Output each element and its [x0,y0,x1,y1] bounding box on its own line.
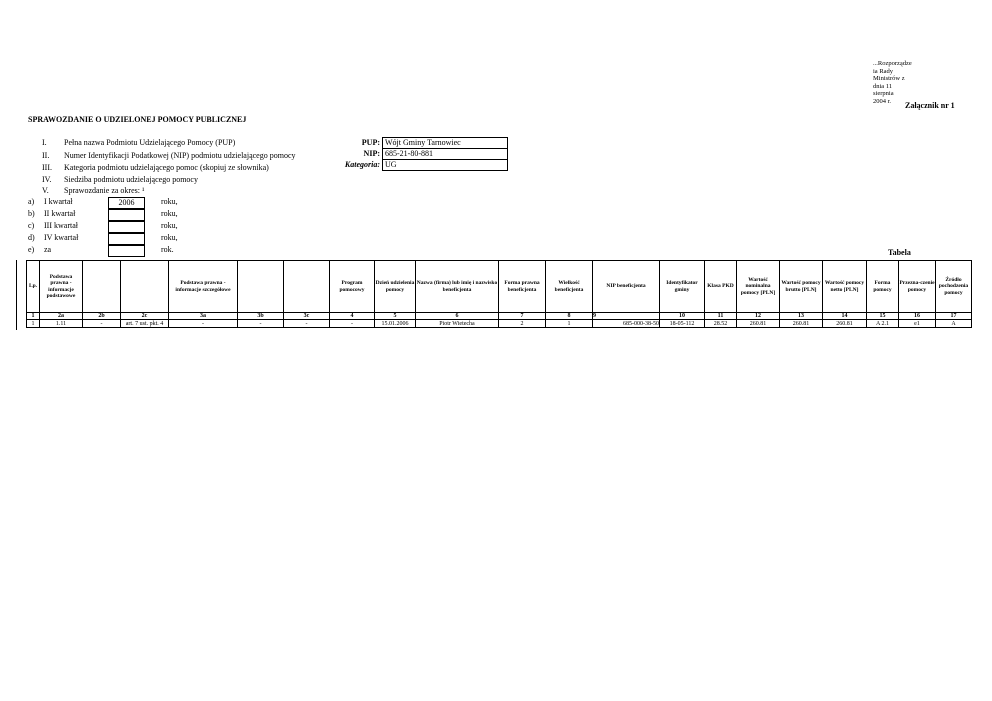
period-letter: a) [28,197,35,206]
table-left-border [16,260,19,330]
col-header: Forma pomocy [867,261,899,313]
col-header [83,261,121,313]
col-header: Wartość nominalna pomocy [PLN] [737,261,780,313]
section-number: III. [42,163,52,172]
period-year-field[interactable]: 2006 [108,197,145,209]
col-header: Lp. [27,261,40,313]
col-number: 3c [284,313,330,320]
period-name: III kwartał [44,221,78,230]
section-text: Numer Identyfikacji Podatkowej (NIP) podmiotu udzielającego pomocy [64,151,296,160]
category-key: Kategoria: [344,160,380,169]
nip-field[interactable]: 685-21-80-881 [383,149,508,160]
col-header: Forma prawna beneficjenta [499,261,546,313]
col-header: Podstawa prawna - informacje podstawowe [40,261,83,313]
section-i [42,138,235,147]
section-number: II. [42,151,50,160]
col-header: Nazwa (firma) lub imię i nazwisko beneficjenta [416,261,499,313]
col-number: 4 [330,313,375,320]
period-year-field[interactable] [108,233,145,245]
section-number: I. [42,138,47,147]
cell-nominal[interactable]: 260.81 [737,320,780,328]
regulation-note-line: dnia 11 [873,82,893,90]
col-number: 7 [499,313,546,320]
cell-aid-form[interactable]: A 2.1 [867,320,899,328]
col-header: Wartość pomocy brutto [PLN] [780,261,823,313]
period-unit: roku, [161,197,178,206]
section-text: Siedziba podmiotu udzielającego pomocy [64,175,198,184]
cell-date[interactable]: 15.01.2006 [375,320,416,328]
col-number: 8 [546,313,593,320]
col-header: Program pomocowy [330,261,375,313]
pup-name-field[interactable]: Wójt Gminy Tarnowiec [383,138,508,149]
section-ii [42,151,296,160]
section-text: Kategoria podmiotu udzielającego pomoc (skopiuj ze słownika) [64,163,269,172]
pup-row [340,138,508,149]
period-name: IV kwartał [44,233,79,242]
col-header: Identyfikator gminy [660,261,705,313]
col-header: Wielkość beneficjenta [546,261,593,313]
cell-legal-form[interactable]: 2 [499,320,546,328]
column-number-row [27,313,972,320]
period-year-field[interactable] [108,221,145,233]
regulation-note-line: sierpnia [873,90,894,97]
period-year-field[interactable] [108,245,145,257]
col-number: 2c [121,313,169,320]
cell-3b[interactable]: - [238,320,284,328]
regulation-note-line: Ministrów z [873,75,905,82]
col-number: 14 [823,313,867,320]
col-header [284,261,330,313]
section-v [42,186,144,195]
period-name: za [44,245,52,254]
col-header: Dzień udzielenia pomocy [375,261,416,313]
col-header: Wartość pomocy netto [PLN] [823,261,867,313]
cell-pkd[interactable]: 28.52 [705,320,737,328]
col-number: 13 [780,313,823,320]
col-number: 16 [899,313,936,320]
cell-2c[interactable]: art. 7 ust. pkt. 4 [121,320,169,328]
cell-gross[interactable]: 260.81 [780,320,823,328]
pup-key: PUP: [361,138,380,147]
aid-table [26,260,972,328]
col-number: 2a [40,313,83,320]
col-number: 15 [867,313,899,320]
section-iv [42,175,198,184]
cell-3c[interactable]: - [284,320,330,328]
cell-commune-id[interactable]: 18-05-112 [660,320,705,328]
table-header-row [27,261,972,313]
col-number: 1 [27,313,40,320]
cell-size[interactable]: 1 [546,320,593,328]
col-header: NIP beneficjenta [593,261,660,313]
cell-program[interactable]: - [330,320,375,328]
period-unit: roku, [161,233,178,242]
period-name: I kwartał [44,197,73,206]
nip-row [340,149,508,160]
period-unit: roku, [161,221,178,230]
cell-2a[interactable]: 1.11 [40,320,83,328]
regulation-note [873,60,923,105]
cell-2b[interactable]: - [83,320,121,328]
col-number: 3a [169,313,238,320]
period-year-field[interactable] [108,209,145,221]
cell-nip[interactable]: 685-000-38-50 [593,320,660,328]
col-number: 2b [83,313,121,320]
section-text: Pełna nazwa Podmiotu Udzielającego Pomocy (PUP) [64,138,236,147]
report-title: SPRAWOZDANIE O UDZIELONEJ POMOCY PUBLICZNEJ [28,115,247,124]
regulation-note-line: ia Rady [873,67,894,75]
pup-info-table [340,137,508,171]
period-letter: e) [28,245,35,254]
col-header: Podstawa prawna - informacje szczegółowe [169,261,238,313]
col-number: 3b [238,313,284,320]
cell-lp[interactable]: 1 [27,320,40,328]
cell-beneficiary[interactable]: Piotr Wietecha [416,320,499,328]
period-letter: b) [28,209,35,218]
col-number: 10 [660,313,705,320]
col-number: 17 [936,313,972,320]
col-number: 9 [593,313,660,320]
col-header: Klasa PKD [705,261,737,313]
section-text: Sprawozdanie za okres: ¹ [64,186,145,195]
table-caption: Tabela [888,248,911,257]
col-number: 12 [737,313,780,320]
table-row [27,320,972,328]
col-number: 11 [705,313,737,320]
period-unit: roku, [161,209,178,218]
cell-purpose[interactable]: e1 [899,320,936,328]
cell-3a[interactable]: - [169,320,238,328]
regulation-note-line: ...Rozporządze [873,60,912,67]
col-header: Źródło pochodzenia pomocy [936,261,972,313]
period-letter: d) [28,233,35,242]
section-number: IV. [42,175,52,184]
col-number: 6 [416,313,499,320]
cell-net[interactable]: 260.81 [823,320,867,328]
category-row [340,160,508,171]
section-number: V. [42,186,49,195]
attachment-label: Załącznik nr 1 [905,101,955,110]
nip-key: NIP: [363,149,380,158]
col-number: 5 [375,313,416,320]
col-header: Przezna-czenie pomocy [899,261,936,313]
category-field[interactable]: UG [383,160,508,171]
regulation-note-line: 2004 r. [873,97,892,105]
col-header [238,261,284,313]
period-unit: rok. [161,245,174,254]
period-name: II kwartał [44,209,76,218]
period-letter: c) [28,221,35,230]
col-header [121,261,169,313]
section-iii [42,163,269,172]
cell-source[interactable]: A [936,320,972,328]
